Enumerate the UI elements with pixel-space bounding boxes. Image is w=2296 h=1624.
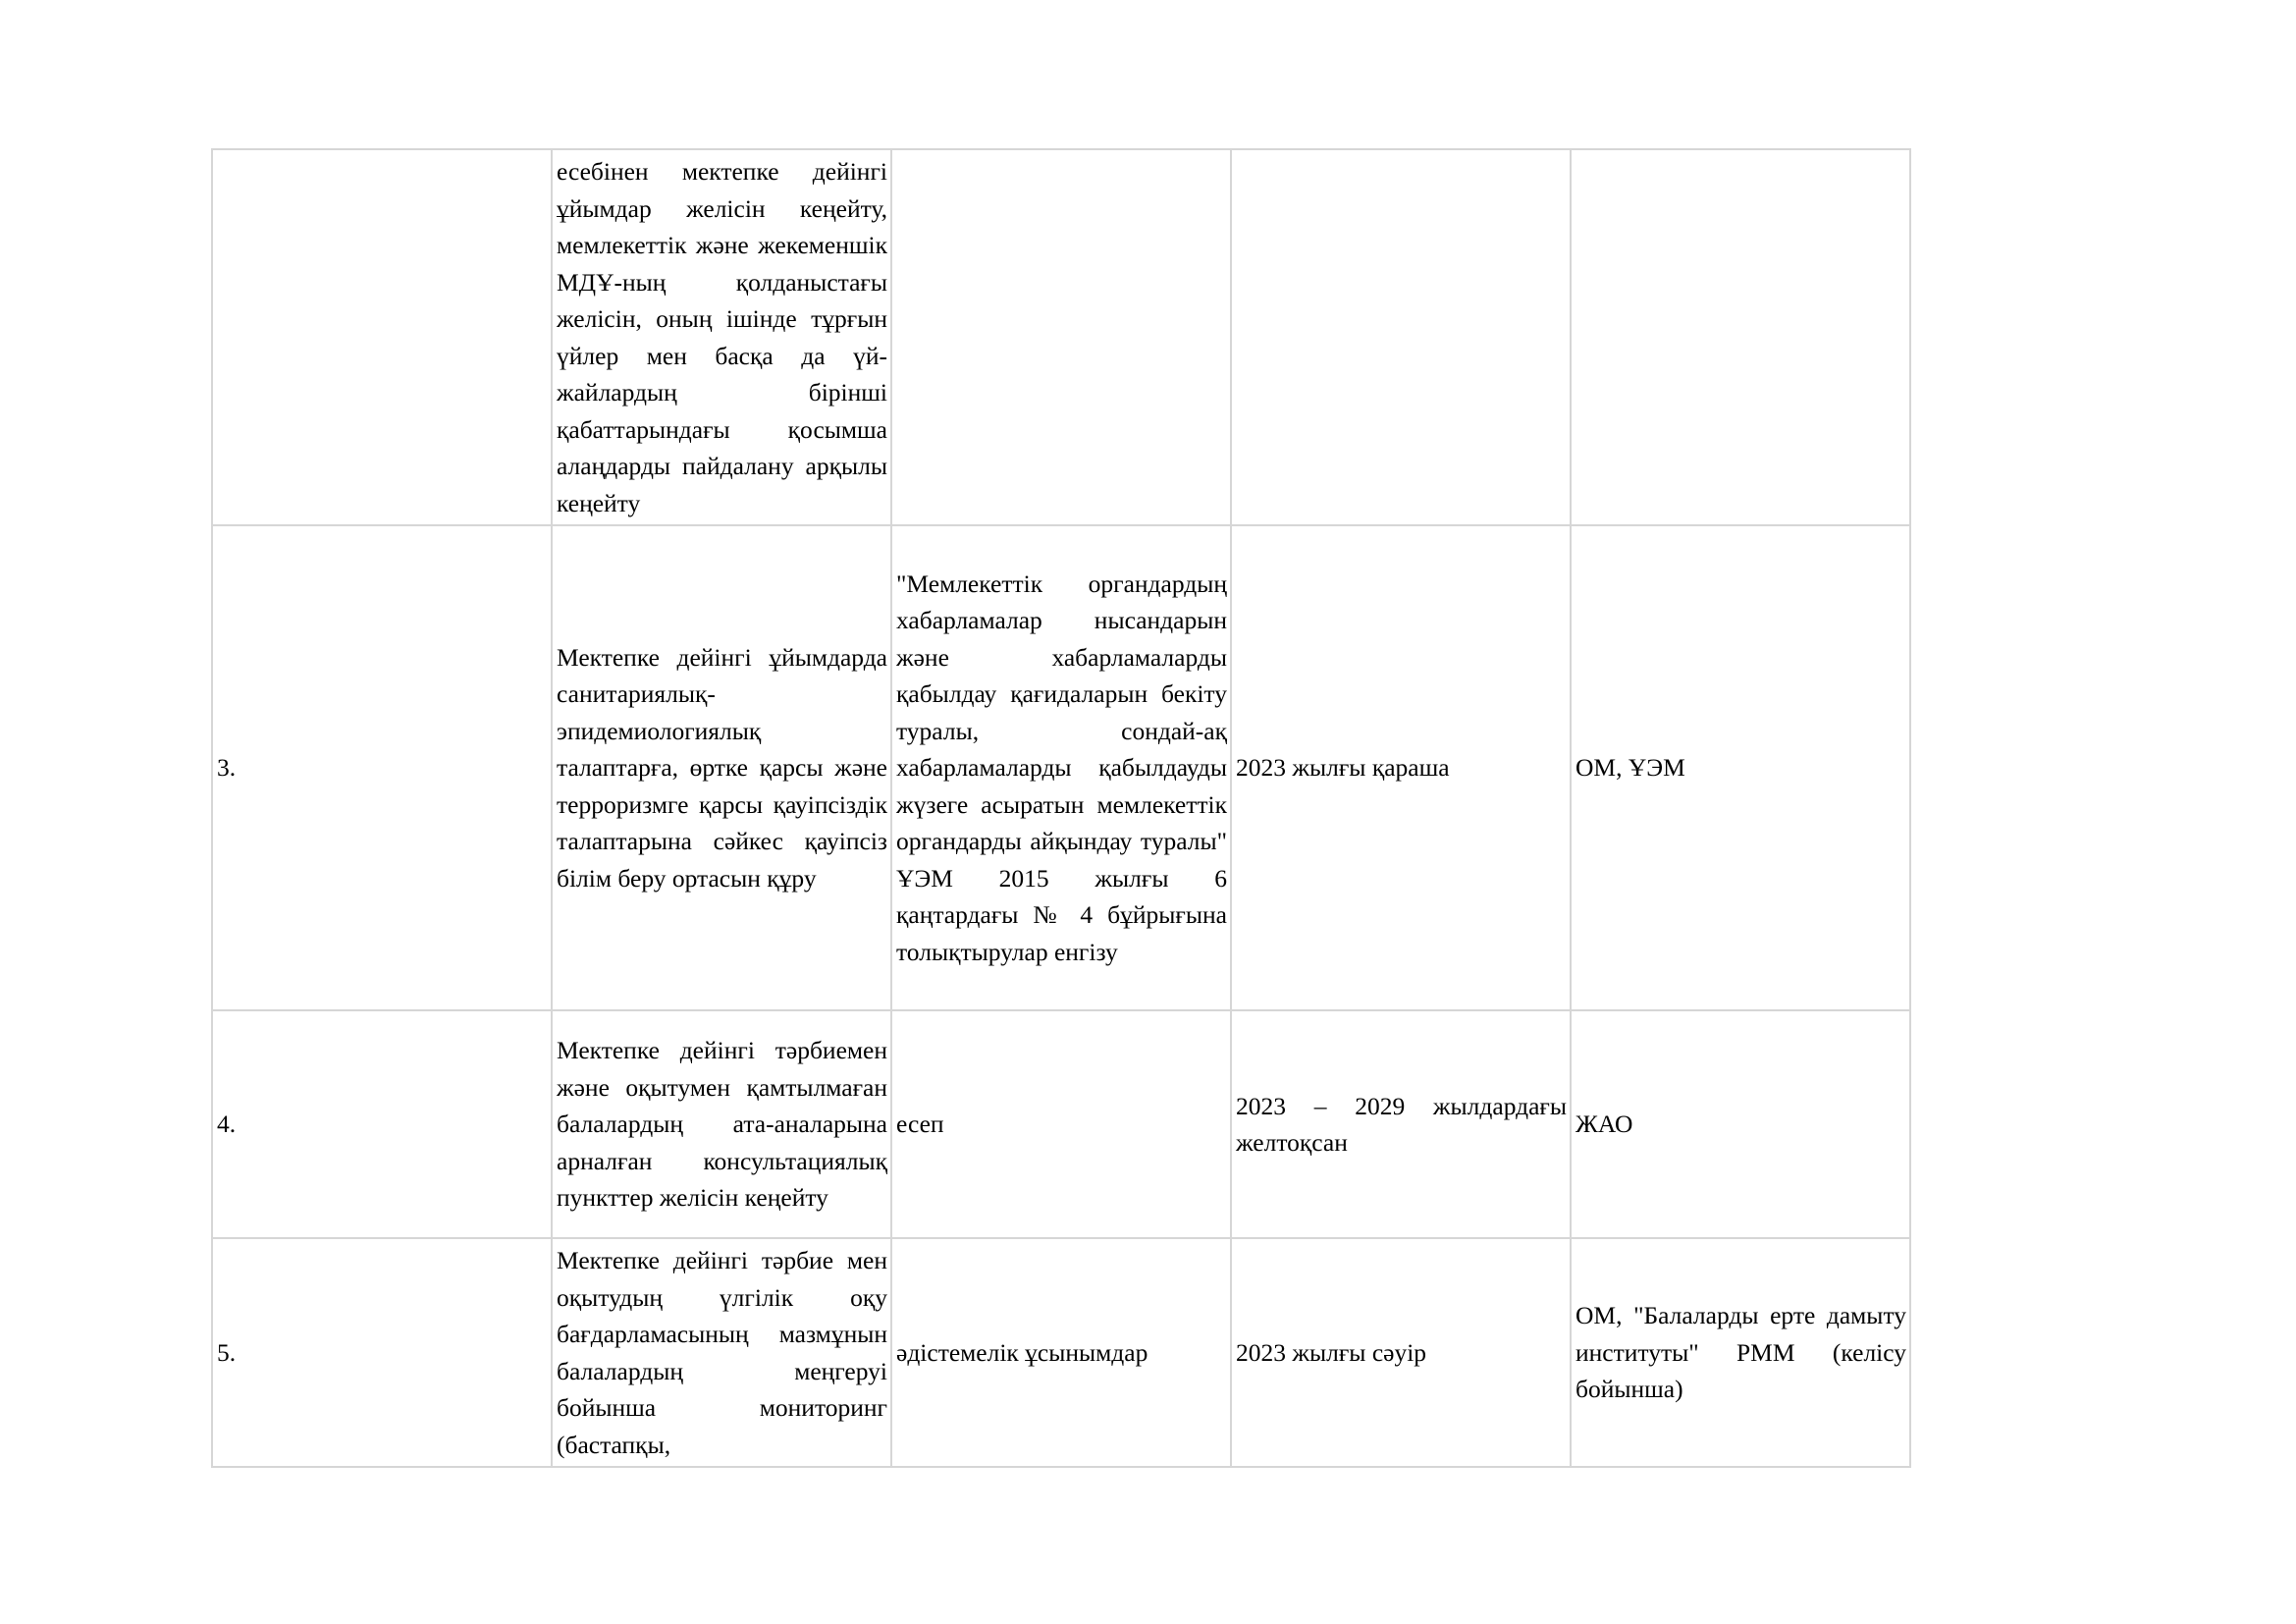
cell-responsible: ЖАО (1571, 1010, 1910, 1238)
cell-completion-form: "Мемлекеттік органдардың хабарламалар нысандарын және хабарламаларды қабылдау қағидаларын бекіту туралы, сондай-ақ хабарламаларды қабылдауды жүзеге асыратын мемлекеттік органдарды айқындау туралы" ҰЭМ 2015 жылғы 6 қаңтардағы № 4 бұйрығына толықтырулар енгізу (891, 525, 1231, 1010)
cell-deadline: 2023 – 2029 жылдардағы желтоқсан (1231, 1010, 1571, 1238)
cell-action: Мектепке дейінгі тәрбие мен оқытудың үлгілік оқу бағдарламасының мазмұнын балалардың меңгеруі бойынша мониторинг (бастапқы, (552, 1238, 891, 1467)
cell-responsible: ОМ, ҰЭМ (1571, 525, 1910, 1010)
cell-deadline (1231, 149, 1571, 525)
cell-completion-form: есеп (891, 1010, 1231, 1238)
cell-action: Мектепке дейінгі ұйымдарда санитариялық-эпидемиологиялық талаптарға, өртке қарсы және терроризмге қарсы қауіпсіздік талаптарына сәйкес қауіпсіз білім беру ортасын құру (552, 525, 891, 1010)
cell-deadline: 2023 жылғы сәуір (1231, 1238, 1571, 1467)
cell-deadline: 2023 жылғы қараша (1231, 525, 1571, 1010)
cell-completion-form: әдістемелік ұсынымдар (891, 1238, 1231, 1467)
plan-table (211, 148, 1911, 1468)
cell-action: есебінен мектепке дейінгі ұйымдар желісін кеңейту, мемлекеттік және жекеменшік МДҰ-ның қолданыстағы желісін, оның ішінде тұрғын үйлер мен басқа да үй-жайлардың бірінші қабаттарындағы қосымша алаңдарды пайдалану арқылы кеңейту (552, 149, 891, 525)
cell-responsible (1571, 149, 1910, 525)
cell-action: Мектепке дейінгі тәрбиемен және оқытумен қамтылмаған балалардың ата-аналарына арналған консультациялық пункттер желісін кеңейту (552, 1010, 891, 1238)
table-row (212, 525, 1910, 1010)
table-row (212, 149, 1910, 525)
cell-number: 5. (212, 1238, 552, 1467)
cell-number (212, 149, 552, 525)
cell-number: 3. (212, 525, 552, 1010)
cell-responsible: ОМ, "Балаларды ерте дамыту институты" РММ (келісу бойынша) (1571, 1238, 1910, 1467)
table-row (212, 1010, 1910, 1238)
cell-completion-form (891, 149, 1231, 525)
cell-number: 4. (212, 1010, 552, 1238)
table-row (212, 1238, 1910, 1467)
